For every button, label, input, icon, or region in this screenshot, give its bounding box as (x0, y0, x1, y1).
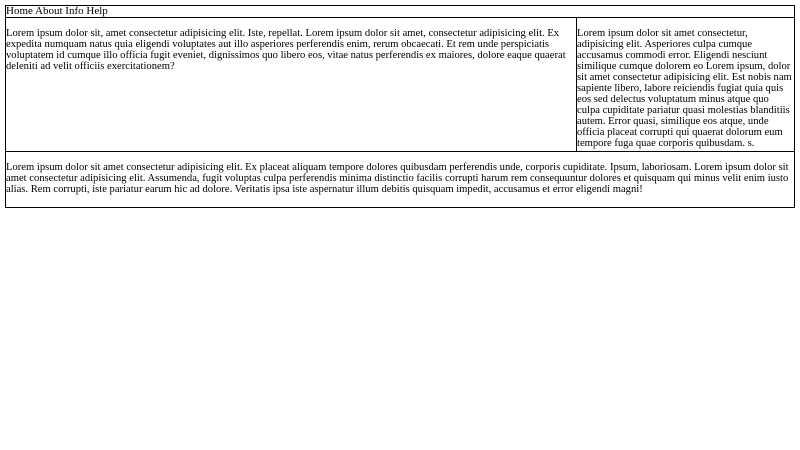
main-content (5, 17, 577, 152)
page (5, 5, 795, 208)
nav-item-home[interactable]: Home (6, 5, 33, 17)
main-text: Lorem ipsum dolor sit, amet consectetur adipisicing elit. Iste, repellat. Lorem ipsum dolor sit amet, consectetur adipisicing elit. Ex expedita numquam natus quia eligendi voluptates aut illo asperiores perferendis enim, rerum obcaecati. Et rem unde perspiciatis voluptatem id cumque illo officia fugit eveniet, dignissimos quo libero eos, vitae natus perferendis ex maiores, dolore eaque quaerat deleniti ad velit officiis exercitationem? (6, 28, 566, 72)
sidebar-text: Lorem ipsum dolor sit amet consectetur, adipisicing elit. Asperiores culpa cumque accusamus commodi error. Eligendi nesciunt similique cumque dolorem eo Lorem ipsum, dolor sit amet consectetur adipisicing elit. Est nobis nam sapiente libero, labore reiciendis fugiat quia quis eos sed delectus voluptatum minus atque quo culpa cupiditate pariatur quasi molestias blanditiis autem. Error quasi, similique eos atque, unde officia placeat corrupti qui quaerat dolorum eum tempore fuga quae corporis quibusdam. s. (577, 28, 792, 149)
nav-item-help[interactable]: Help (86, 5, 108, 17)
content-row (5, 17, 795, 152)
nav-bar (5, 5, 795, 17)
nav-item-info[interactable]: Info (65, 5, 84, 17)
nav-item-about[interactable]: About (35, 5, 63, 17)
sidebar (577, 17, 795, 152)
footer-text: Lorem ipsum dolor sit amet consectetur adipisicing elit. Ex placeat aliquam tempore dolores quibusdam perferendis unde, corporis cupiditate. Ipsum, laboriosam. Lorem ipsum dolor sit amet consectetur adipisicing elit. Assumenda, fugit voluptas culpa perferendis minima distinctio facilis corrupti harum rem consequuntur dolores et quisquam qui minus velit enim iusto alias. Rem corrupti, iste pariatur earum hic ad dolore. Veritatis ipsa iste aspernatur illum debitis quisquam impedit, accusamus et error eligendi magni! (6, 162, 789, 195)
footer (5, 152, 795, 208)
